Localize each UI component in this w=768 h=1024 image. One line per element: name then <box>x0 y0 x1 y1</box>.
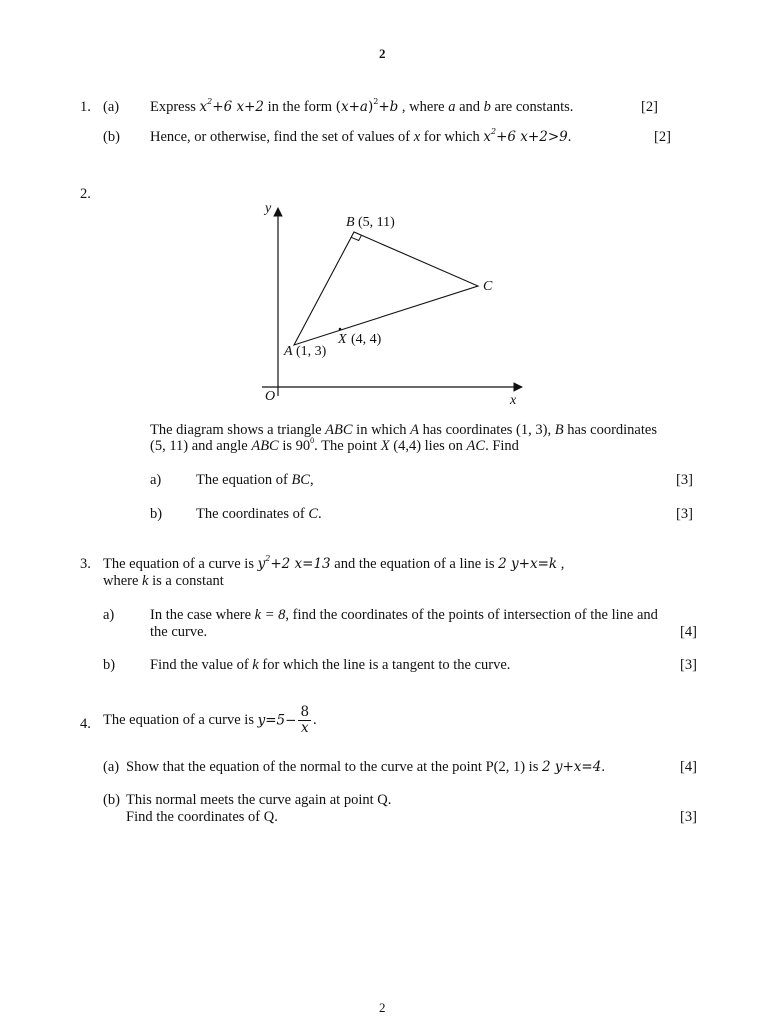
q3-text-1: The equation of a curve is <box>103 556 258 572</box>
triangle-abc <box>294 232 478 345</box>
q2b-text-end: . <box>318 506 322 522</box>
q3b-marks: [3] <box>680 657 697 673</box>
q2a-marks: [3] <box>676 472 693 488</box>
q3-text-4: where <box>103 573 143 589</box>
q3b-text-2: for which the line is a tangent to the curve. <box>258 657 511 673</box>
q2-intro-line1 <box>150 422 657 439</box>
q1a-label: (a) <box>103 99 120 115</box>
q2-intro-text-2: in which <box>352 422 411 438</box>
q1b-var-x: x <box>413 129 421 145</box>
q2b-label: b) <box>150 506 163 522</box>
q1a-form-exp: 2 <box>373 97 379 106</box>
q3a-text-2: , find the coordinates of the points of intersection of the line and <box>285 607 658 623</box>
q1a-form-rest: +b <box>378 99 399 115</box>
q3a-line1 <box>150 607 658 624</box>
q1b-ineq-exp: 2 <box>491 127 497 136</box>
label-b-coord: (5, 11) <box>358 215 395 230</box>
q4a-label: (a) <box>103 759 120 775</box>
q3b-text <box>150 657 510 674</box>
label-x: x <box>510 393 517 408</box>
q2b-c: C <box>308 506 319 522</box>
q1a-form-inner: x+a <box>340 99 368 115</box>
label-a: A <box>284 344 293 359</box>
q2-intro-text-7: . The point <box>314 438 381 454</box>
q3a-text-1: In the case where <box>150 607 255 623</box>
q4a-normal-eq: 2 y+x=4 <box>541 759 602 775</box>
q1b-marks: [2] <box>654 129 671 145</box>
q2a-bc: BC <box>291 472 310 488</box>
q2a-text-end: , <box>309 472 314 488</box>
q3-line2 <box>103 573 224 590</box>
q3-line1 <box>103 556 564 573</box>
triangle-diagram <box>0 0 768 420</box>
q4a-text-1: Show that the equation of the normal to the curve at the point P(2, 1) is <box>126 759 542 775</box>
q4a-text-2: . <box>601 759 605 775</box>
q2-intro-text-4: has coordinates <box>563 422 657 438</box>
q3-curve-eq <box>258 556 331 572</box>
q3-line-eq: 2 y+x=k <box>498 556 558 572</box>
q1a-text-4: and <box>455 99 484 115</box>
q4-text-2: . <box>313 712 317 728</box>
q4b-label: (b) <box>103 792 120 808</box>
q3-curve-base: y <box>257 556 266 572</box>
q1a-expr-exp: 2 <box>207 97 213 106</box>
q3-text-2: and the equation of a line is <box>330 556 499 572</box>
q1b-text-2: for which <box>420 129 484 145</box>
header-page-number: 2 <box>379 46 386 61</box>
q2b-text-1: The coordinates of <box>196 506 309 522</box>
footer-page-number: 2 <box>379 1000 386 1015</box>
q3a-k-value: k = 8 <box>254 607 286 623</box>
label-a-coord: (1, 3) <box>296 344 327 359</box>
q1-number: 1. <box>80 99 91 115</box>
q4-text-1: The equation of a curve is <box>103 712 258 728</box>
q1b-text-1: Hence, or otherwise, find the set of values of <box>150 129 414 145</box>
q4-number: 4. <box>80 716 91 732</box>
q1a-expr-rest: +6 x+2 <box>212 99 264 115</box>
label-y: y <box>265 201 272 216</box>
q2a-label: a) <box>150 472 162 488</box>
q2-intro-text-9: . Find <box>485 438 519 454</box>
q2-intro-text-1: The diagram shows a triangle <box>150 422 326 438</box>
q4a-text <box>126 759 605 776</box>
q1a-marks: [2] <box>641 99 658 115</box>
q2b-text <box>196 506 322 523</box>
q1a-text-3: , where <box>398 99 449 115</box>
q1a-text-1: Express <box>150 99 200 115</box>
q4-line1 <box>103 705 317 736</box>
q2-number: 2. <box>80 186 91 202</box>
label-b: B <box>346 215 355 230</box>
q2-intro-abc-2: ABC <box>251 438 279 454</box>
label-c: C <box>483 279 493 294</box>
q4-frac-numerator: 8 <box>300 704 310 720</box>
q2-intro-text-5: (5, 11) and angle <box>150 438 252 454</box>
q2-intro-ac: AC <box>466 438 486 454</box>
q1a-text-5: are constants. <box>490 99 574 115</box>
q1b-text-3: . <box>567 129 572 145</box>
q1a-expr-base: x <box>199 99 208 115</box>
q1b-label: (b) <box>103 129 120 145</box>
q3a-line2: the curve. <box>150 624 208 640</box>
q2-intro-b: B <box>554 422 564 438</box>
q3-curve-exp: 2 <box>265 554 271 563</box>
q3b-label: b) <box>103 657 116 673</box>
point-x-marker <box>339 328 342 331</box>
q1a-text-2: in the form <box>263 99 336 115</box>
q3b-text-1: Find the value of <box>150 657 253 673</box>
q3a-marks: [4] <box>680 624 697 640</box>
q4b-marks: [3] <box>680 809 697 825</box>
q1a-var-a: a <box>448 99 456 115</box>
q3a-label: a) <box>103 607 115 623</box>
q2-intro-abc: ABC <box>325 422 353 438</box>
q2b-marks: [3] <box>676 506 693 522</box>
q3-number: 3. <box>80 556 91 572</box>
q3-k: k <box>142 573 149 589</box>
q1b-ineq-base: x <box>483 129 492 145</box>
q1a-var-b: b <box>483 99 491 115</box>
q3-curve-rest: +2 x=13 <box>270 556 331 572</box>
label-x-coord: (4, 4) <box>351 332 382 347</box>
q3-text-3: , <box>557 556 565 572</box>
q4a-marks: [4] <box>680 759 697 775</box>
q2a-text <box>196 472 314 489</box>
label-origin: O <box>265 389 276 404</box>
label-x-point: X <box>338 332 347 347</box>
q4-frac-denominator: x <box>300 720 309 736</box>
q1b-ineq-rest: +6 x+2>9 <box>496 129 568 145</box>
q2-intro-line2 <box>150 438 519 455</box>
q2-intro-degree: 0 <box>310 436 315 445</box>
q2-intro-text-6: is 90 <box>278 438 311 454</box>
q2a-text-1: The equation of <box>196 472 292 488</box>
q2-intro-text-3: has coordinates (1, 3), <box>419 422 555 438</box>
q3-text-5: is a constant <box>148 573 224 589</box>
q4b-line1: This normal meets the curve again at point Q. <box>126 792 392 808</box>
q3b-k: k <box>252 657 259 673</box>
q2-intro-a: A <box>410 422 419 438</box>
q2-intro-x: X <box>380 438 390 454</box>
q1a-form: $(x+a)^2+b$ <box>335 97 399 115</box>
q4-eq-lhs: y=5− <box>257 712 297 729</box>
right-angle-marker <box>351 235 361 240</box>
q2-intro-text-8: (4,4) lies on <box>389 438 467 454</box>
q4-fraction <box>298 705 311 736</box>
q4b-line2: Find the coordinates of Q. <box>126 809 278 825</box>
